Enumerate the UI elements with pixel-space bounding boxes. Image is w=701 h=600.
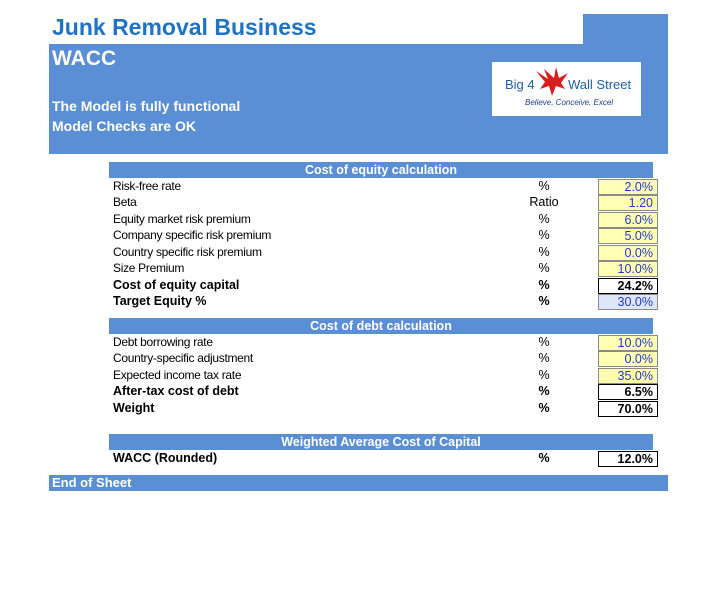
table-row [113, 212, 658, 228]
model-status: The Model is fully functional [52, 98, 241, 114]
input-cell[interactable]: 30.0% [598, 294, 658, 310]
company-logo [492, 62, 641, 116]
banner-top [583, 14, 668, 44]
row-label: After-tax cost of debt [113, 384, 239, 398]
logo-wall-street: Wall Street [568, 77, 632, 92]
wacc-value: 12.0% [598, 451, 658, 467]
table-row [113, 228, 658, 244]
row-unit: % [538, 261, 550, 275]
row-label: Size Premium [113, 261, 185, 275]
row-unit: % [538, 245, 550, 259]
row-unit: % [538, 401, 550, 415]
table-row [113, 451, 658, 467]
row-unit: % [538, 179, 550, 193]
table-row [113, 401, 658, 417]
row-label: Equity market risk premium [113, 212, 251, 226]
row-label: Target Equity % [113, 294, 207, 308]
row-label: Company specific risk premium [113, 228, 272, 242]
row-unit: Ratio [529, 195, 559, 209]
table-row [113, 179, 658, 195]
row-unit: % [538, 351, 550, 365]
row-unit: % [538, 368, 550, 382]
calculated-cell: 24.2% [598, 278, 658, 294]
table-row [113, 195, 658, 211]
input-cell[interactable]: 2.0% [598, 179, 658, 195]
table-row [113, 384, 658, 400]
row-unit: % [538, 384, 550, 398]
calculated-cell: 70.0% [598, 401, 658, 417]
logo-tagline: Believe, Conceive, Excel [525, 98, 614, 107]
row-label: Country-specific adjustment [113, 351, 253, 365]
end-of-sheet: End of Sheet [49, 475, 668, 491]
page-title: Junk Removal Business [52, 14, 317, 40]
input-cell[interactable]: 10.0% [598, 261, 658, 277]
input-cell[interactable]: 1.20 [598, 195, 658, 211]
debt-section-heading: Cost of debt calculation [109, 318, 653, 334]
table-row [113, 278, 658, 294]
row-label: Weight [113, 401, 155, 415]
row-label: Country specific risk premium [113, 245, 262, 259]
input-cell[interactable]: 35.0% [598, 368, 658, 384]
table-row [113, 245, 658, 261]
input-cell[interactable]: 5.0% [598, 228, 658, 244]
table-row [113, 351, 658, 367]
row-unit: % [538, 228, 550, 242]
input-cell[interactable]: 0.0% [598, 351, 658, 367]
model-checks: Model Checks are OK [52, 118, 196, 134]
row-label: Cost of equity capital [113, 278, 240, 292]
eagle-icon [532, 65, 572, 99]
equity-section-heading: Cost of equity calculation [109, 162, 653, 178]
row-label: Beta [113, 195, 137, 209]
table-row [113, 261, 658, 277]
row-unit: % [538, 294, 550, 308]
wacc-section-heading: Weighted Average Cost of Capital [109, 434, 653, 450]
table-row [113, 335, 658, 351]
row-label: Debt borrowing rate [113, 335, 213, 349]
row-unit: % [538, 335, 550, 349]
table-row [113, 294, 658, 310]
input-cell[interactable]: 0.0% [598, 245, 658, 261]
row-label: Risk-free rate [113, 179, 181, 193]
input-cell[interactable]: 6.0% [598, 212, 658, 228]
sheet-subtitle: WACC [52, 47, 117, 70]
input-cell[interactable]: 10.0% [598, 335, 658, 351]
row-unit: % [538, 451, 550, 465]
wacc-label: WACC (Rounded) [113, 451, 218, 465]
row-label: Expected income tax rate [113, 368, 242, 382]
table-row [113, 368, 658, 384]
calculated-cell: 6.5% [598, 384, 658, 400]
row-unit: % [538, 212, 550, 226]
row-unit: % [538, 278, 550, 292]
logo-big4: Big 4 [505, 77, 535, 92]
